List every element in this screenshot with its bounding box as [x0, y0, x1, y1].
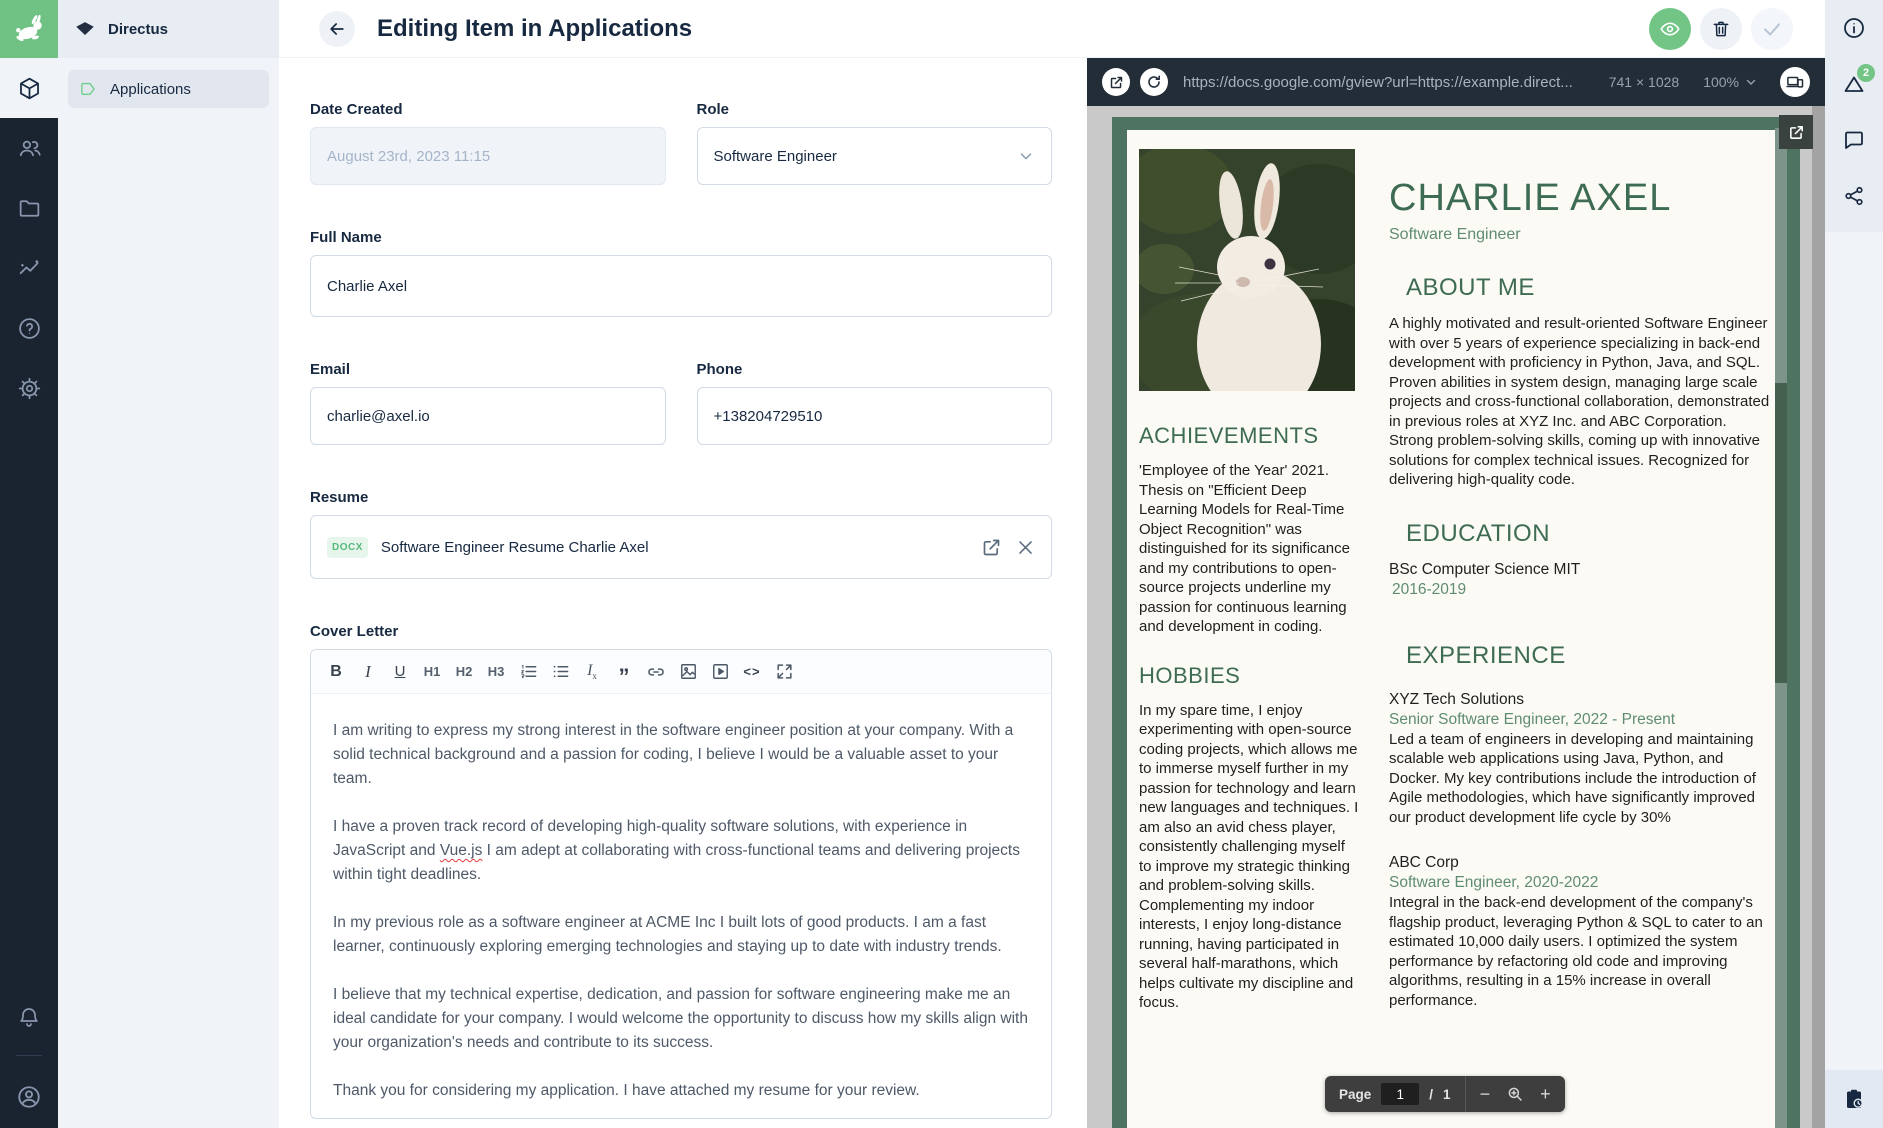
notifications-button[interactable] — [0, 989, 58, 1045]
gear-icon — [17, 376, 42, 401]
bullet-list-icon — [551, 662, 570, 681]
devices-icon — [1786, 73, 1804, 91]
box-icon — [17, 76, 42, 101]
full-name-group — [310, 229, 1052, 317]
ordered-list-icon — [519, 662, 538, 681]
resume-page — [1127, 130, 1786, 1128]
preview-dimensions: 741 × 1028 — [1608, 74, 1680, 90]
date-created-field: August 23rd, 2023 11:15 — [310, 127, 666, 185]
page-header — [279, 0, 1825, 58]
live-preview-panel — [1087, 58, 1825, 1128]
resume-label: Resume — [310, 489, 369, 506]
email-label: Email — [310, 361, 351, 378]
wysiwyg-editor — [310, 649, 1052, 1119]
job-description: Led a team of engineers in developing and maintaining scalable web applications using Java, Python, and Docker. My key contributions include the introduction of Agile methodologies, which have significantly improved our product development life cycle by 30% — [1389, 730, 1756, 826]
preview-toggle-button[interactable] — [1649, 8, 1691, 50]
email-input[interactable] — [310, 387, 666, 445]
open-preview-button[interactable] — [1102, 68, 1130, 96]
chevron-down-icon — [1017, 147, 1035, 165]
resume-file-name: Software Engineer Resume Charlie Axel — [380, 538, 649, 556]
save-button[interactable] — [1751, 8, 1793, 50]
resume-group — [310, 489, 1052, 579]
job-company: XYZ Tech Solutions — [1389, 690, 1524, 708]
preview-viewport — [1087, 106, 1825, 1128]
sidebar-item-label: Applications — [110, 80, 191, 98]
project-header[interactable] — [58, 0, 279, 58]
info-button[interactable] — [1825, 0, 1883, 56]
comments-button[interactable] — [1825, 112, 1883, 168]
open-in-new-icon — [1788, 124, 1805, 141]
experience-job — [1389, 690, 1774, 828]
about-heading: ABOUT ME — [1406, 274, 1535, 301]
share-button[interactable] — [1825, 168, 1883, 224]
module-insights[interactable] — [0, 238, 58, 298]
rabbit-logo-icon — [12, 12, 46, 46]
education-heading: EDUCATION — [1406, 519, 1551, 547]
activity-log-button[interactable] — [1825, 1070, 1883, 1128]
job-description: Integral in the back-end development of the company's flagship product, leveraging Python & SQL to cater to an estimated 10,000 daily users. I optimized the system performance by refactoring old code and improving algorithms, resulting in a 15% increase in overall performance. — [1389, 894, 1763, 1009]
resume-left-column — [1139, 149, 1359, 1128]
arrow-left-icon — [327, 19, 347, 39]
magnifier-plus-icon — [1506, 1085, 1524, 1103]
open-file-button[interactable] — [981, 537, 1002, 558]
page-label: Page — [1339, 1086, 1372, 1102]
experience-job — [1389, 853, 1774, 1010]
folder-icon — [17, 196, 42, 221]
directus-logo[interactable] — [0, 0, 58, 58]
module-content[interactable] — [0, 58, 58, 118]
refresh-button[interactable] — [1140, 68, 1168, 96]
zoom-out-button[interactable]: − — [1479, 1083, 1491, 1104]
job-company: ABC Corp — [1389, 854, 1459, 871]
insights-icon — [17, 256, 42, 281]
check-icon — [1761, 18, 1783, 40]
phone-label: Phone — [696, 361, 743, 378]
open-in-new-icon — [1109, 75, 1124, 90]
fullscreen-button[interactable] — [769, 657, 799, 687]
sidebar-item-applications[interactable] — [68, 70, 269, 108]
module-help[interactable] — [0, 298, 58, 358]
document-scrollbar[interactable] — [1775, 128, 1787, 1128]
page-separator: / — [1429, 1086, 1434, 1102]
code-button[interactable]: <> — [743, 664, 761, 679]
right-sidebar — [1825, 0, 1883, 1128]
close-icon — [1016, 538, 1035, 557]
bold-button[interactable]: B — [330, 662, 342, 680]
phone-input[interactable] — [697, 387, 1053, 445]
module-bar — [0, 0, 58, 1128]
gem-icon — [74, 18, 96, 40]
preview-scrollbar[interactable] — [1812, 106, 1825, 1128]
share-icon — [1843, 185, 1865, 207]
job-title-dates: Senior Software Engineer, 2022 - Present — [1389, 710, 1676, 728]
about-text: A highly motivated and result-oriented Software Engineer with over 5 years of experience specializing in back-end development with proficiency in Python, Java, and SQL. Proven abilities in system design, managing large scale projects and cross-functional collaboration, demonstrated in previous roles at XYZ Inc. and ABC Corporation. Strong problem-solving skills, coming up with innovative solutions for complex technical issues. Recognized for delivering high-quality code. — [1389, 315, 1770, 488]
chevron-down-icon — [1744, 75, 1758, 89]
bell-icon — [17, 1005, 41, 1029]
delete-button[interactable] — [1700, 8, 1742, 50]
zoom-select[interactable] — [1703, 74, 1758, 90]
editor-toolbar — [311, 650, 1051, 694]
module-files[interactable] — [0, 178, 58, 238]
insert-image-button[interactable] — [673, 657, 703, 687]
eye-icon — [1659, 18, 1681, 40]
phone-group — [697, 361, 1053, 445]
preview-url-bar — [1087, 58, 1825, 106]
full-name-label: Full Name — [310, 229, 382, 246]
insert-video-button[interactable] — [705, 657, 735, 687]
account-button[interactable] — [0, 1066, 58, 1128]
module-bar-bottom — [0, 989, 58, 1128]
account-circle-icon — [16, 1084, 42, 1110]
page-title: Editing Item in Applications — [377, 14, 693, 42]
hobbies-text: In my spare time, I enjoy experimenting with open-source coding projects, which allows me to immerse myself further in my passion for technology and learn new languages and techniques. I am also an avid chess player, consistently challenging myself to improve my strategic thinking and problem-solving skills. Complementing my indoor interests, I enjoy long-distance running, having participated in several half-marathons, which helps cultivate my discipline and focus. — [1139, 701, 1359, 1011]
responsive-mode-button[interactable] — [1780, 67, 1810, 97]
underline-button[interactable]: U — [394, 663, 406, 680]
cover-letter-paragraph: Thank you for considering my application. I have attached my resume for your review. — [333, 1082, 920, 1099]
cover-letter-paragraph: I am writing to express my strong interest in the software engineer position at your company. With a solid technical background and a passion for coding, I believe I would be a valuable asset to your team. — [333, 722, 1014, 787]
italic-button[interactable]: I — [365, 661, 371, 681]
education-years: 2016-2019 — [1392, 580, 1467, 598]
open-in-new-icon — [981, 537, 1002, 558]
header-actions — [1649, 8, 1793, 50]
image-icon — [679, 662, 698, 681]
back-button[interactable] — [319, 11, 355, 47]
page-number-input[interactable] — [1381, 1083, 1419, 1105]
center-column — [279, 0, 1825, 1128]
center-body — [279, 58, 1825, 1128]
role-select[interactable] — [697, 127, 1053, 185]
scrollbar-thumb[interactable] — [1775, 383, 1787, 683]
full-name-input[interactable] — [310, 255, 1052, 317]
education-degree: BSc Computer Science MIT — [1389, 560, 1581, 578]
role-value: Software Engineer — [713, 147, 837, 165]
people-icon — [17, 136, 42, 161]
h1-button[interactable]: H1 — [423, 664, 441, 679]
zoom-value: 100% — [1703, 74, 1739, 90]
resume-right-column — [1389, 149, 1774, 1128]
refresh-icon — [1146, 74, 1162, 90]
resume-file-field[interactable] — [310, 515, 1052, 579]
clipboard-clock-icon — [1842, 1087, 1866, 1111]
video-icon — [711, 662, 730, 681]
link-button[interactable] — [641, 657, 671, 687]
bullet-list-button[interactable] — [545, 657, 575, 687]
cover-letter-paragraph: I believe that my technical expertise, dedication, and passion for software engineering make me an ideal candidate for your company. I would welcome the opportunity to discuss how my skills align with your organization's needs and contribute to its success. — [333, 986, 1028, 1051]
cover-letter-paragraph: I have a proven track record of developing high-quality software solutions, with experience in JavaScript and Vue.js I am adept at collaborating with cross-functional teams and delivering projects within tight deadlines. — [333, 818, 1020, 883]
date-created-label: Date Created — [310, 101, 403, 118]
module-settings[interactable] — [0, 358, 58, 418]
item-form — [279, 58, 1087, 1128]
link-icon — [646, 662, 666, 682]
preview-url[interactable]: https://docs.google.com/gview?url=https://example.direct... — [1183, 73, 1573, 91]
cover-letter-group — [310, 623, 1052, 1119]
ordered-list-button[interactable] — [513, 657, 543, 687]
role-group — [697, 101, 1053, 185]
role-label: Role — [696, 101, 730, 118]
clear-format-icon: $I_x$ — [587, 661, 597, 682]
zoom-in-magnifier-button[interactable] — [1506, 1085, 1524, 1103]
misspelled-word: Vue.js — [439, 842, 483, 859]
profile-photo — [1139, 149, 1355, 391]
clear-format-button[interactable] — [577, 657, 607, 687]
cover-letter-text[interactable] — [311, 694, 1051, 1118]
achievements-heading: ACHIEVEMENTS — [1139, 423, 1319, 448]
page-navigation — [1325, 1076, 1565, 1112]
remove-file-button[interactable] — [1016, 538, 1035, 557]
fullscreen-icon — [775, 662, 794, 681]
label-icon — [78, 79, 98, 99]
collections-nav — [58, 58, 279, 120]
page-total: 1 — [1443, 1086, 1451, 1102]
job-title-dates: Software Engineer, 2020-2022 — [1389, 874, 1599, 891]
hobbies-heading: HOBBIES — [1139, 662, 1241, 688]
h2-button[interactable]: H2 — [455, 664, 473, 679]
cover-letter-paragraph: In my previous role as a software engineer at ACME Inc I built lots of good products. I am a fast learner, continuously exploring emerging technologies and staying up to date with industry trends. — [333, 914, 1002, 955]
date-created-group — [310, 101, 666, 185]
experience-heading: EXPERIENCE — [1406, 641, 1566, 669]
divider — [16, 1055, 42, 1056]
revisions-badge: 2 — [1857, 64, 1875, 82]
achievements-text: 'Employee of the Year' 2021. Thesis on "Efficient Deep Learning Models for Real-Time Object Recognition" was distinguished for its significance and my contributions to open-source projects underline my passion for continuous learning and development in coding. — [1139, 462, 1350, 635]
project-name: Directus — [108, 20, 169, 38]
comment-icon — [1842, 128, 1866, 152]
resume-name: CHARLIE AXEL — [1389, 177, 1672, 219]
nav-sidebar — [58, 0, 279, 1128]
cover-letter-label: Cover Letter — [310, 623, 399, 640]
trash-icon — [1711, 19, 1731, 39]
email-group — [310, 361, 666, 445]
h3-button[interactable]: H3 — [487, 664, 505, 679]
resume-role: Software Engineer — [1389, 226, 1521, 243]
info-icon — [1842, 16, 1866, 40]
revisions-button[interactable] — [1825, 56, 1883, 112]
resume-document — [1112, 117, 1800, 1128]
blockquote-button[interactable]: ” — [618, 663, 630, 689]
expand-preview-button[interactable] — [1779, 115, 1813, 149]
zoom-in-button[interactable]: + — [1540, 1083, 1551, 1104]
module-users[interactable] — [0, 118, 58, 178]
help-icon — [17, 316, 42, 341]
docx-badge: DOCX — [327, 537, 368, 558]
sidebar-lower-bg — [1825, 232, 1883, 1070]
